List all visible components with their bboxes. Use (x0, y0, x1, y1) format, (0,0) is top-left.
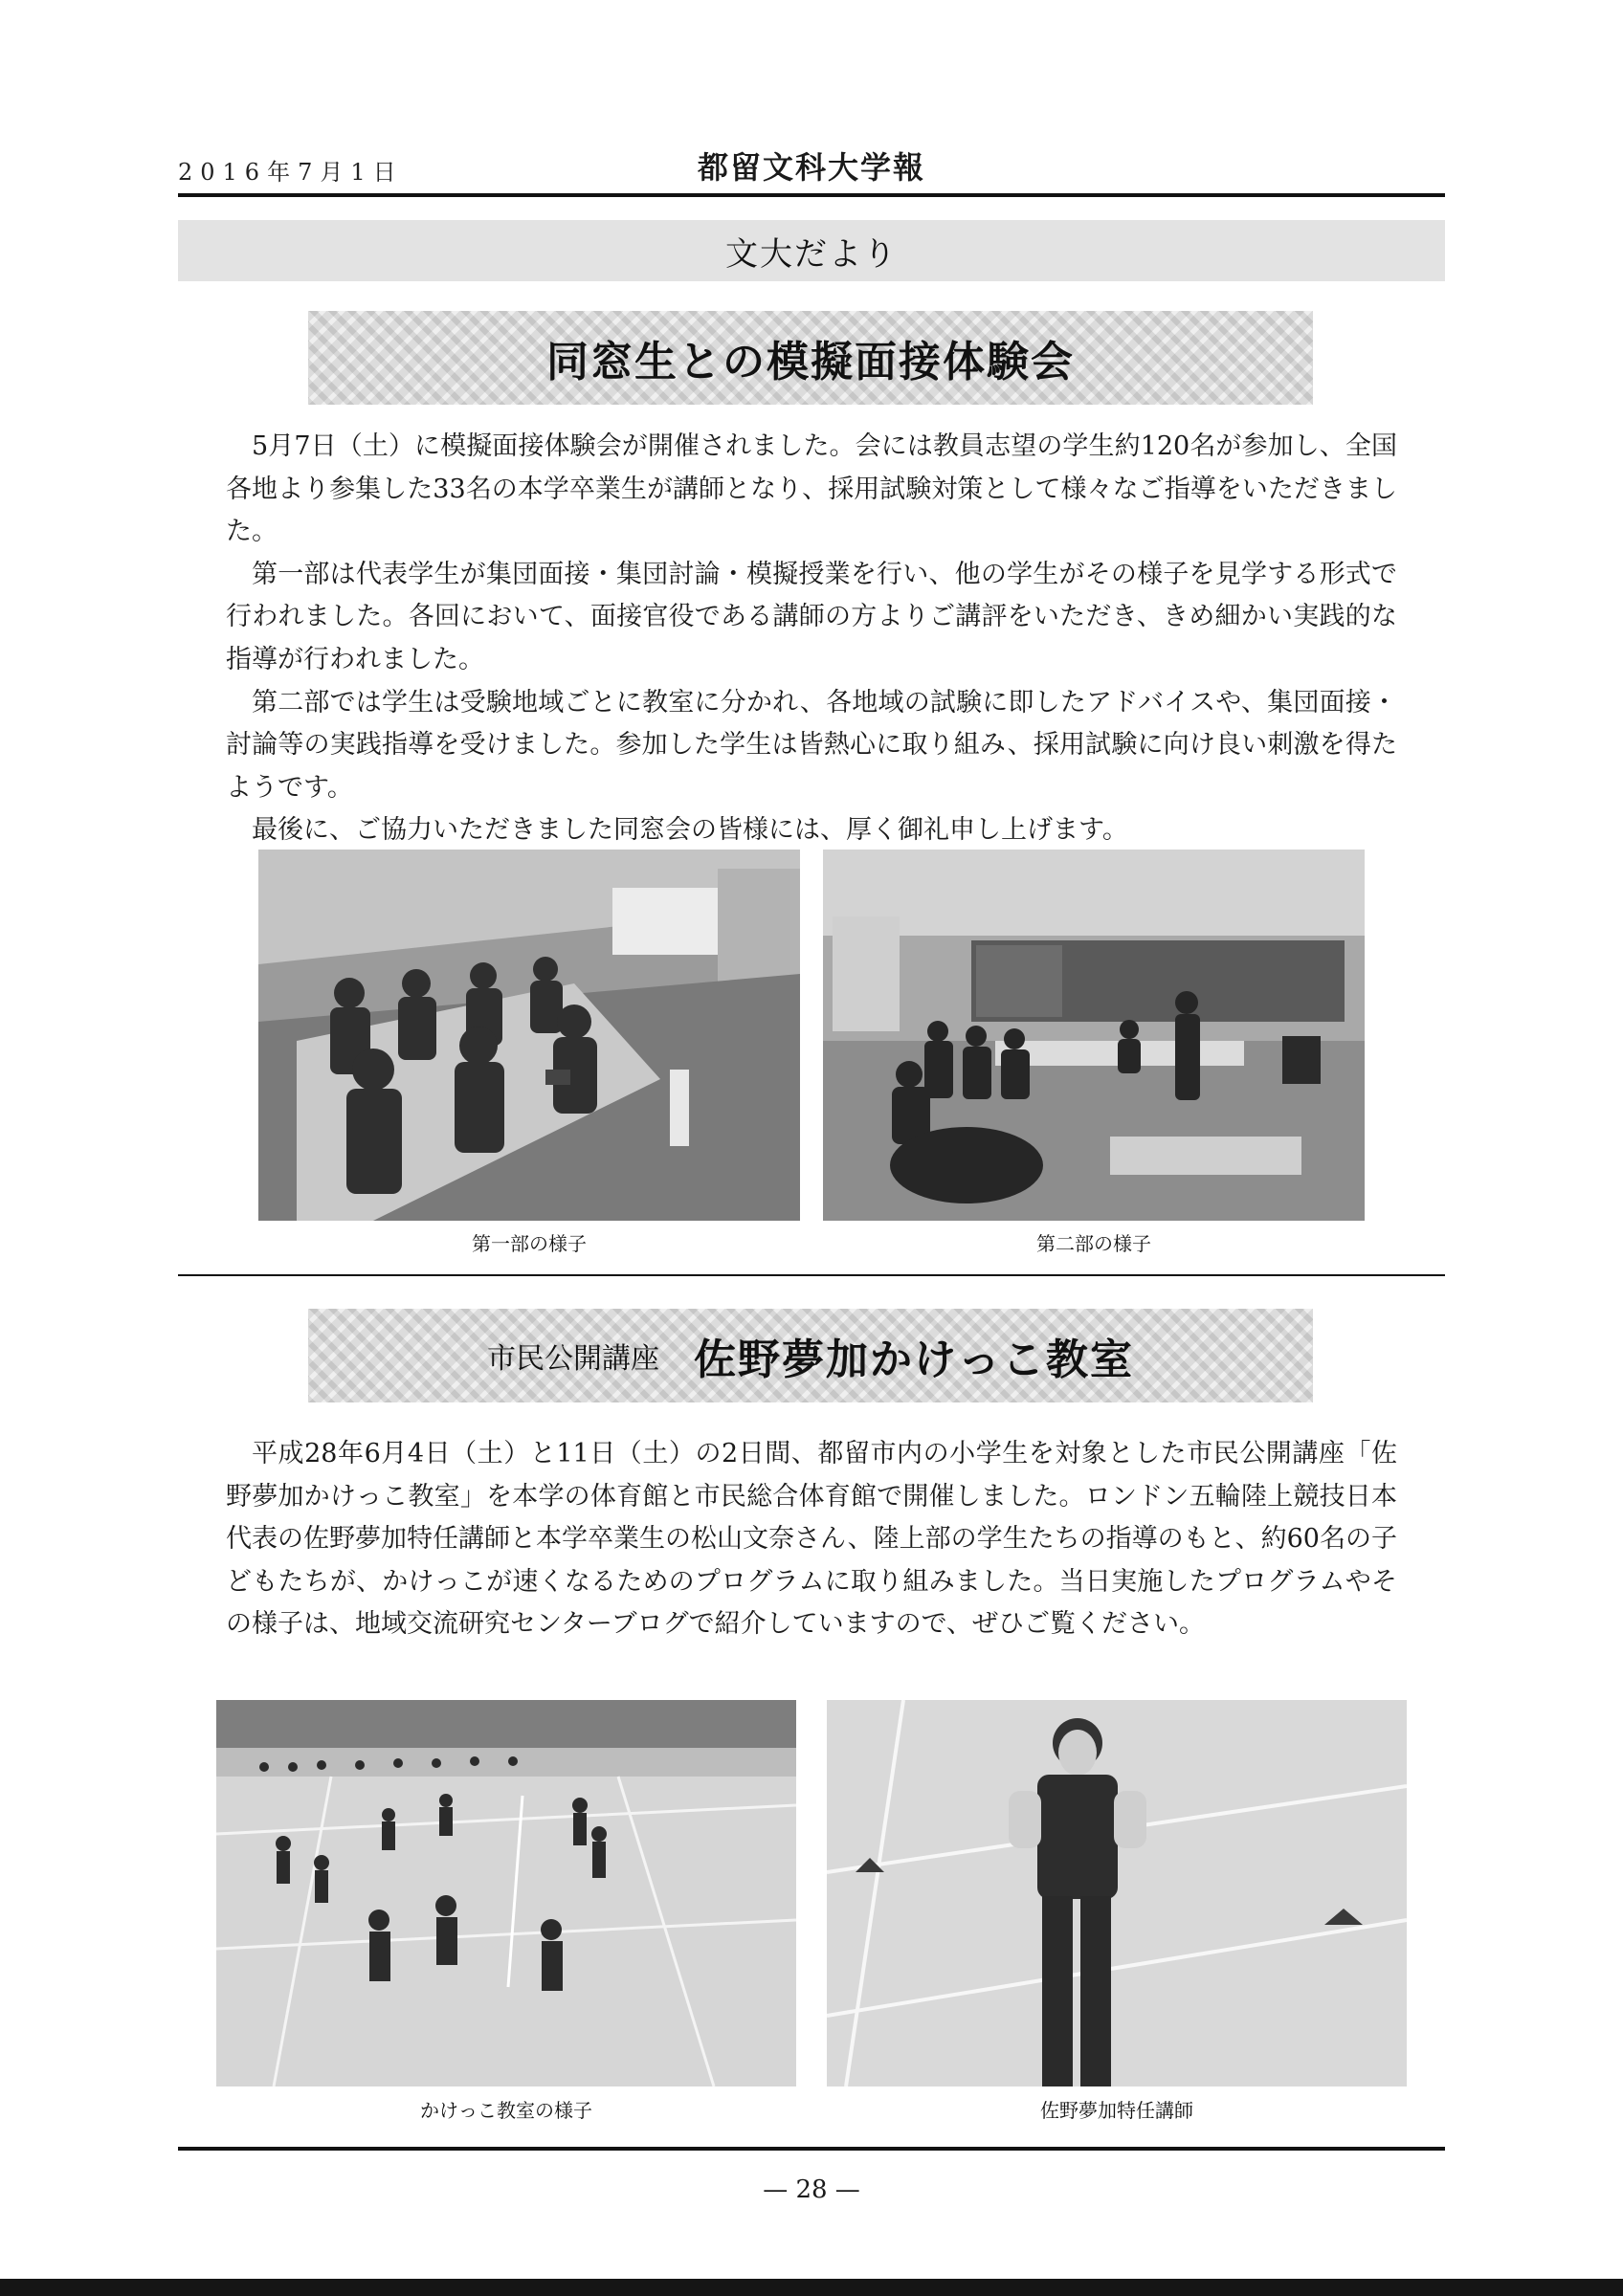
section-title-bar (178, 220, 1445, 281)
article1-body (226, 426, 1397, 852)
article1-paragraph: 第二部では学生は受験地域ごとに教室に分かれ、各地域の試験に即したアドバイスや、集団面接・討論等の実践指導を受けました。参加した学生は皆熱心に取り組み、採用試験に向け良い刺激を得たようです。 (226, 687, 1397, 803)
instructor-image (827, 1700, 1407, 2086)
article2-prefix: 市民公開講座 (487, 1342, 659, 1376)
article2-banner (308, 1309, 1313, 1402)
section-title: 文大だより (725, 234, 898, 274)
photo-lecture-hall (258, 850, 800, 1221)
photo-running-class (216, 1700, 796, 2086)
article1-paragraph: 最後に、ご協力いただきました同窓会の皆様には、厚く御礼申し上げます。 (252, 815, 1128, 846)
running-class-image (216, 1700, 796, 2086)
article1-title: 同窓生との模擬面接体験会 (546, 338, 1075, 386)
footer-rule (178, 2147, 1445, 2151)
page-number: — 28 — (763, 2175, 860, 2204)
article1-paragraph: 第一部は代表学生が集団面接・集団討論・模擬授業を行い、他の学生がその様子を見学する形式で行われました。各回において、面接官役である講師の方よりご講評をいただき、きめ細かい実践的な指導が行われました。 (226, 559, 1397, 674)
newsletter-title: 都留文科大学報 (697, 149, 925, 186)
article1-banner (308, 311, 1313, 405)
scan-edge (0, 2279, 1623, 2296)
article2-body (226, 1433, 1397, 1646)
header-rule (178, 193, 1445, 197)
article-divider (178, 1274, 1445, 1276)
photo-instructor (827, 1700, 1407, 2086)
classroom-image (823, 850, 1365, 1221)
photo-caption: 第一部の様子 (472, 1232, 587, 1255)
photo-caption: かけっこ教室の様子 (420, 2099, 592, 2122)
article2-title: 佐野夢加かけっこ教室 (694, 1336, 1134, 1384)
lecture-hall-image (258, 850, 800, 1221)
article2-paragraph: 平成28年6月4日（土）と11日（土）の2日間、都留市内の小学生を対象とした市民公開講座「佐野夢加かけっこ教室」を本学の体育館と市民総合体育館で開催しました。ロンドン五輪陸上競技日本代表の佐野夢加特任講師と本学卒業生の松山文奈さん、陸上部の学生たちの指導のもと、約60名の子どもたちが、かけっこが速くなるためのプログラムに取り組みました。当日実施したプログラムやその様子は、地域交流研究センターブログで紹介していますので、ぜひご覧ください。 (226, 1439, 1397, 1640)
photo-caption: 佐野夢加特任講師 (1040, 2099, 1193, 2122)
article1-paragraph: 5月7日（土）に模擬面接体験会が開催されました。会には教員志望の学生約120名が参加し、全国各地より参集した33名の本学卒業生が講師となり、採用試験対策として様々なご指導をいただきました。 (226, 431, 1397, 547)
photo-classroom (823, 850, 1365, 1221)
photo-caption: 第二部の様子 (1036, 1232, 1151, 1255)
issue-date: 2016年7月1日 (178, 159, 404, 186)
